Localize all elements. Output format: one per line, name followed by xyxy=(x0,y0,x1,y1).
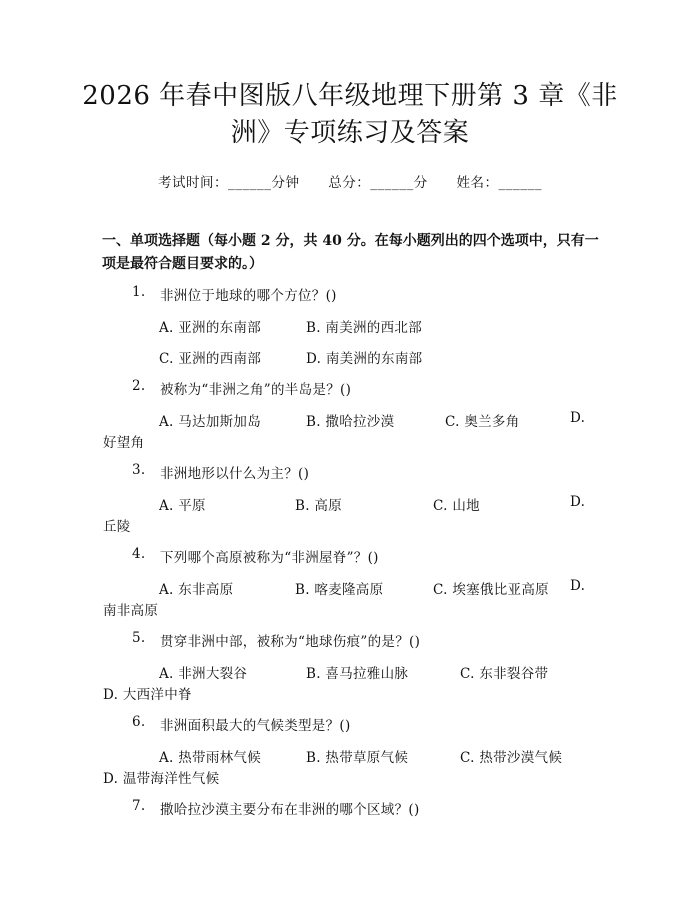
question-number: 4. xyxy=(132,546,146,562)
exam-info-text: 考试时间：______分钟 总分：______分 姓名：______ xyxy=(158,175,542,191)
option-a: A. 非洲大裂谷 xyxy=(159,666,248,682)
question-number: 7. xyxy=(132,798,146,814)
option-c: C. 奥兰多角 xyxy=(445,414,520,430)
question-number: 2. xyxy=(132,378,146,394)
question-text: 撒哈拉沙漠主要分布在非洲的哪个区域？() xyxy=(160,802,420,818)
document-title xyxy=(60,78,640,152)
option-b: B. 高原 xyxy=(295,498,343,514)
option-a: A. 平原 xyxy=(159,498,206,514)
option-c: C. 山地 xyxy=(433,498,480,514)
option-d-text: 好望角 xyxy=(103,435,145,451)
section-heading: 一、单项选择题（每小题 2 分，共 40 分。在每小题列出的四个选项中，只有一项是最符合题目要求的。） xyxy=(102,233,599,272)
option-a: A. 马达加斯加岛 xyxy=(159,414,262,430)
option-d-label: D. xyxy=(570,578,586,594)
option-c: C. 东非裂谷带 xyxy=(460,666,549,682)
option-d: D. 南美洲的东南部 xyxy=(306,351,423,367)
question-text: 非洲地形以什么为主？() xyxy=(160,466,310,482)
question-text: 下列哪个高原被称为“非洲屋脊”？() xyxy=(160,550,379,566)
option-c: C. 热带沙漠气候 xyxy=(460,750,563,766)
option-a: A. 亚洲的东南部 xyxy=(159,320,262,336)
option-c: C. 埃塞俄比亚高原 xyxy=(433,582,549,598)
option-a: A. 热带雨林气候 xyxy=(159,750,262,766)
question-number: 3. xyxy=(132,462,146,478)
option-b: B. 南美洲的西北部 xyxy=(306,320,423,336)
option-b: B. 热带草原气候 xyxy=(306,750,409,766)
question-number: 5. xyxy=(132,630,146,646)
option-d-text: 丘陵 xyxy=(103,519,131,535)
option-d: D. 温带海洋性气候 xyxy=(103,771,220,787)
question-number: 6. xyxy=(132,714,146,730)
option-b: B. 喀麦隆高原 xyxy=(295,582,384,598)
question-text: 非洲位于地球的哪个方位？() xyxy=(160,288,337,304)
question-text: 贯穿非洲中部，被称为“地球伤痕”的是？() xyxy=(160,634,421,650)
title-line-1: 2026 年春中图版八年级地理下册第 3 章《非 xyxy=(82,81,618,111)
option-a: A. 东非高原 xyxy=(159,582,234,598)
title-line-2: 洲》专项练习及答案 xyxy=(230,118,470,148)
option-d: D. 大西洋中脊 xyxy=(103,687,192,703)
option-d-label: D. xyxy=(570,410,586,426)
question-text: 非洲面积最大的气候类型是？() xyxy=(160,718,351,734)
option-b: B. 撒哈拉沙漠 xyxy=(306,414,395,430)
question-number: 1. xyxy=(132,284,146,300)
option-d-label: D. xyxy=(570,494,586,510)
question-text: 被称为“非洲之角”的半岛是？() xyxy=(160,382,352,398)
option-d-text: 南非高原 xyxy=(103,603,159,619)
option-c: C. 亚洲的西南部 xyxy=(159,351,262,367)
exam-info-line xyxy=(0,171,700,191)
option-b: B. 喜马拉雅山脉 xyxy=(306,666,409,682)
